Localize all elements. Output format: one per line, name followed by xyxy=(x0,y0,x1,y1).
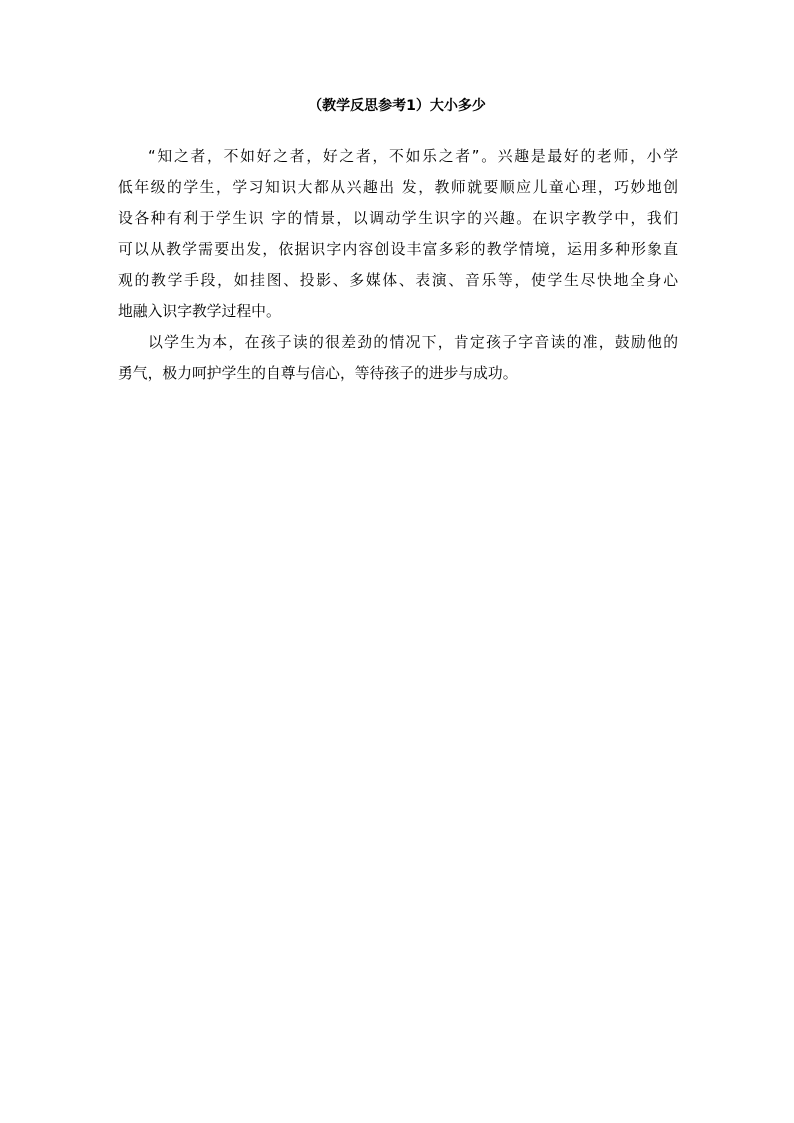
paragraph-1-line-6: 地融入识字教学过程中。 xyxy=(118,303,281,320)
document-title: （教学反思参考1）大小多少 xyxy=(308,98,486,114)
paragraph-1-line-2: 低年级的学生，学习知识大都从兴趣出 发，教师就要顺应儿童心理，巧妙地创 xyxy=(118,179,678,196)
paragraph-1-line-5: 观的教学手段，如挂图、投影、多媒体、表演、音乐等，使学生尽快地全身心 xyxy=(118,272,678,289)
paragraph-2-line-2: 勇气，极力呵护学生的自尊与信心，等待孩子的进步与成功。 xyxy=(118,365,518,382)
paragraph-1-line-4: 可以从教学需要出发，依据识字内容创设丰富多彩的教学情境，运用多种形象直 xyxy=(118,241,678,258)
document-body xyxy=(118,141,678,389)
paragraph-2-line-1: 以学生为本，在孩子读的很差劲的情况下，肯定孩子字音读的准，鼓励他的 xyxy=(148,334,678,351)
paragraph-1-line-1: “知之者，不如好之者，好之者，不如乐之者”。兴趣是最好的老师，小学 xyxy=(148,148,678,165)
paragraph-1-line-3: 设各种有利于学生识 字的情景，以调动学生识字的兴趣。在识字教学中，我们 xyxy=(118,210,678,227)
